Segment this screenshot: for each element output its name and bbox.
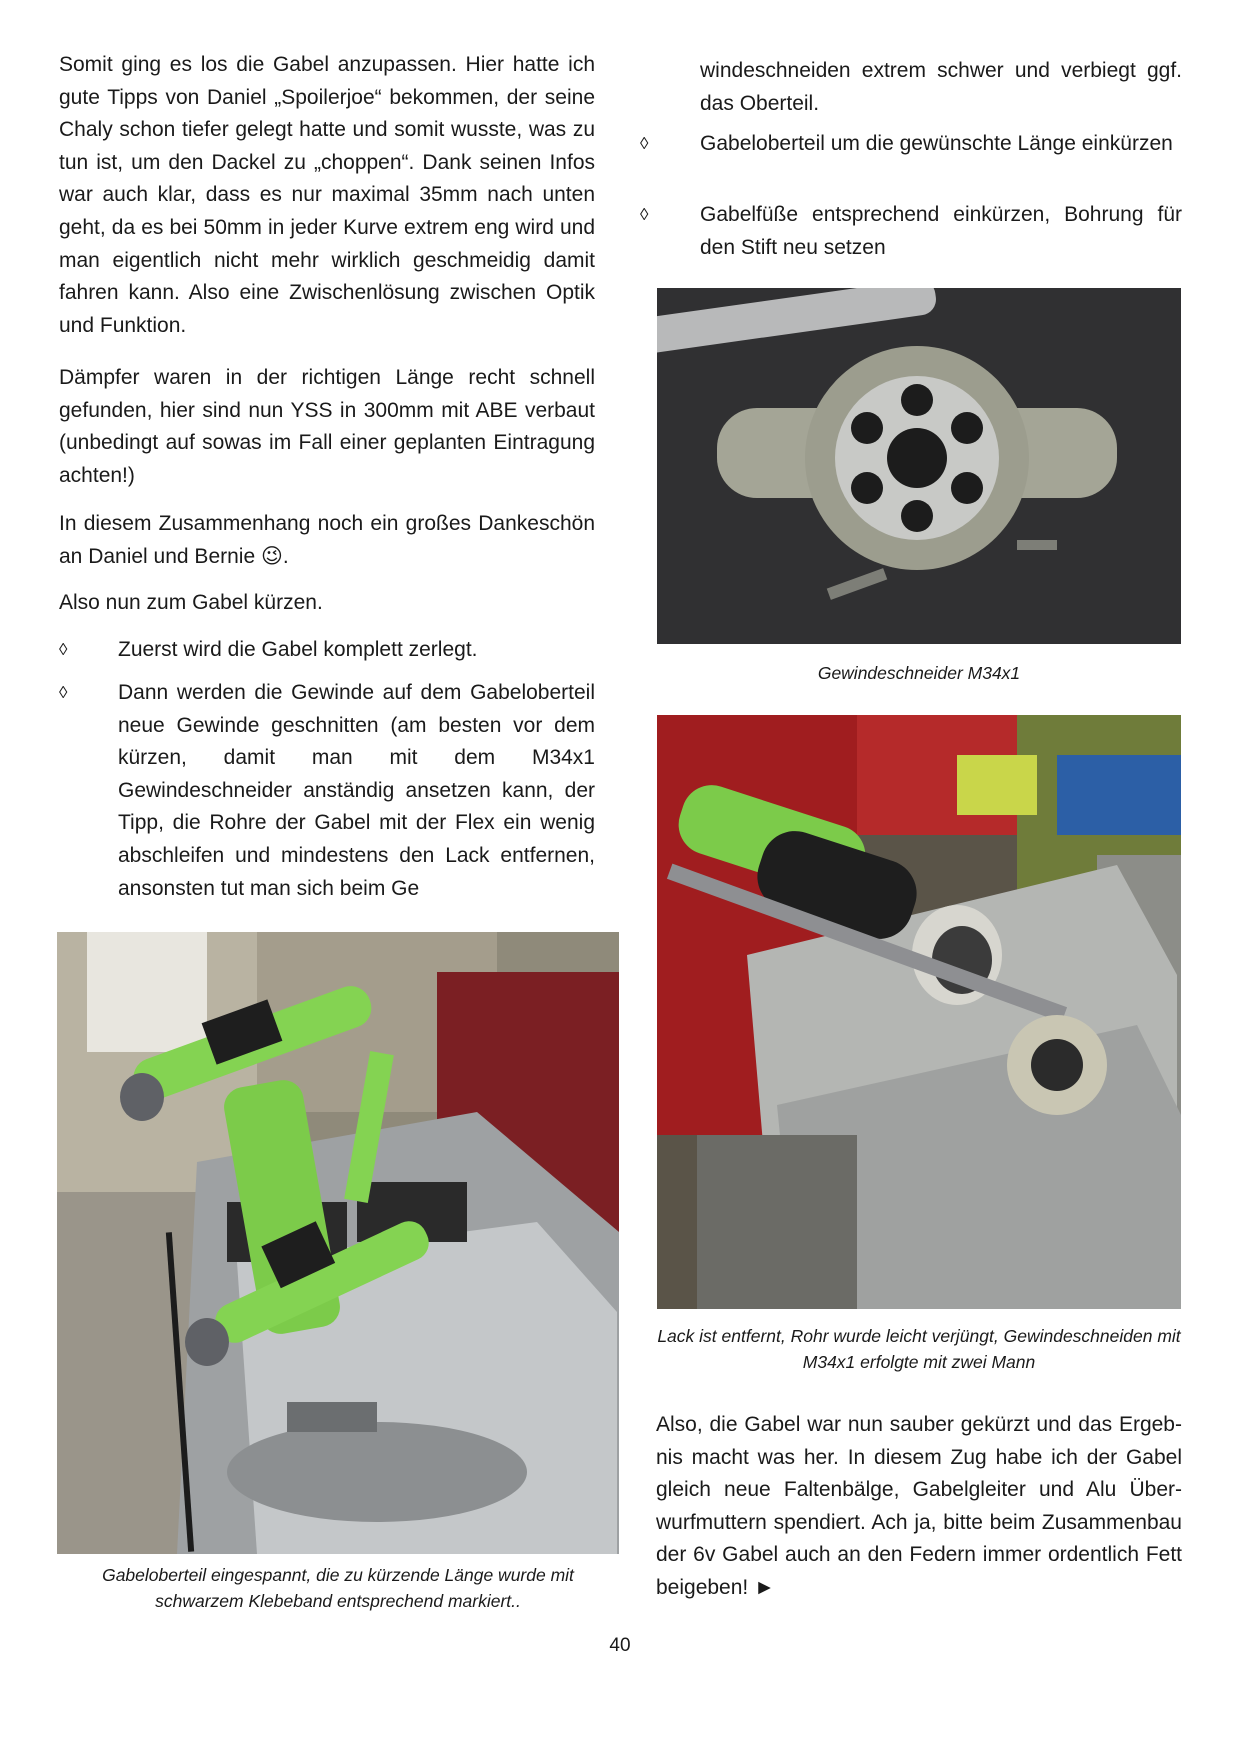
photo-die-stock <box>657 288 1181 644</box>
bullet-item-4 <box>640 199 1182 267</box>
closing-paragraph: Also, die Gabel war nun sauber gekürzt und das Ergebnis macht was her. In diesem Zug habe ich der Gabel gleich neue Faltenbälge, Gabelgleiter und Alu Überwurfmuttern spendiert. Ach ja, bitte beim Zusammenbau der 6v Gabel auch an den Federn immer ordentlich Fett beigeben! ► <box>656 1413 1182 1599</box>
bullet-text-1: Zuerst wird die Gabel komplett zerlegt. <box>118 638 478 661</box>
bullet-diamond-icon: ◊ <box>59 640 68 659</box>
bullet-text-3: Gabeloberteil um die gewünschte Länge einkürzen <box>700 132 1173 155</box>
continued-text: windeschneiden extrem schwer und verbiegt ggf. das Oberteil. <box>700 59 1182 115</box>
damper-paragraph: Dämpfer waren in der richtigen Länge recht schnell gefunden, hier sind nun YSS in 300mm mit ABE verbaut (unbedingt auf sowas im Fall einer geplanten Eintragung achten!) <box>59 366 595 487</box>
bullet-item-1 <box>59 634 595 668</box>
bullet-text-2: Dann werden die Gewinde auf dem Gabeloberteil neue Gewinde geschnitten (am besten vor dem kürzen, damit man mit dem M34x1 Gewindeschneider anständig ansetzen kann, der Tipp, die Rohre der Gabel mit der Flex ein wenig abschleifen und mindestens den Lack entfernen, ansonsten tut man sich beim Ge <box>118 681 595 900</box>
right-photo1-caption: Gewindeschneider M34x1 <box>817 663 1021 683</box>
left-photo-caption: Gabeloberteil eingespannt, die zu kürzende Länge wurde mit schwarzem Klebeband entsprechend markiert.. <box>102 1565 574 1611</box>
bullet-diamond-icon: ◊ <box>640 205 649 224</box>
bullet-diamond-icon: ◊ <box>59 683 68 702</box>
photo-fork-clamped <box>57 932 619 1554</box>
photo-thread-cutting <box>657 715 1181 1309</box>
right-photo2-caption: Lack ist entfernt, Rohr wurde leicht verjüngt, Gewindeschneiden mit M34x1 erfolgte mit zwei Mann <box>657 1326 1181 1372</box>
bullet-item-2 <box>59 677 595 907</box>
intro-paragraph: Somit ging es los die Gabel anzupassen. Hier hatte ich gute Tipps von Daniel „Spoilerjoe“ bekommen, der seine Chaly schon tiefer gelegt hatte und somit wusste, was zu tun ist, um den Dackel zu „choppen“. Dank seinen Infos war auch klar, dass es nur maximal 35mm nach unten geht, da es bei 50mm in jeder Kurve extrem eng wird und man eigentlich nicht mehr wirklich geschmeidig damit fahren kann. Also eine Zwischenlösung zwischen Optik und Funktion. <box>59 53 595 337</box>
page-number: 40 <box>609 1635 631 1656</box>
start-paragraph: Also nun zum Gabel kürzen. <box>59 591 323 614</box>
thanks-paragraph: In diesem Zusammenhang noch ein großes Dankeschön an Daniel und Bernie 😉. <box>59 512 595 568</box>
bullet-text-4: Gabelfüße entsprechend einkürzen, Bohrung für den Stift neu setzen <box>700 203 1182 259</box>
bullet-item-3 <box>640 128 1182 196</box>
bullet-diamond-icon: ◊ <box>640 134 649 153</box>
